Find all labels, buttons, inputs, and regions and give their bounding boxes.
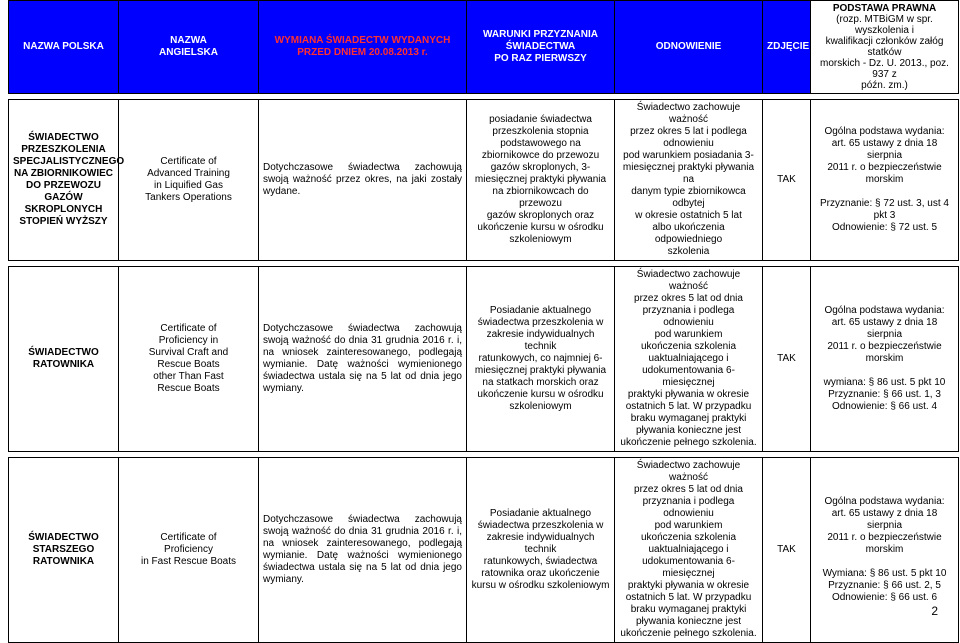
conditions-cell: Posiadanie aktualnego świadectwa przeszkolenia w zakresie indywidualnych technik ratunkowych, co najmniej 6- miesięcznej praktyki pływania na statkach morskich oraz ukończenie kursu w ośrodku szkoleniowym (467, 267, 615, 452)
legal-basis-cell: Ogólna podstawa wydania: art. 65 ustawy z dnia 18 sierpnia 2011 r. o bezpieczeństwie morskim Przyznanie: § 72 ust. 3, ust 4 pkt 3 Odnowienie: § 72 ust. 5 (811, 100, 959, 261)
renewal-cell: Świadectwo zachowuje ważność przez okres 5 lat i podlega odnowieniu pod warunkiem posiadania 3- miesięcznej praktyki pływania na danym typie zbiornikowca odbytej w okresie ostatnich 5 lat albo ukończenia odpowiedniego szkolenia (615, 100, 763, 261)
header-legal-title: PODSTAWA PRAWNA (832, 3, 937, 14)
header-conditions: WARUNKI PRZYZNANIA ŚWIADECTWA PO RAZ PIERWSZY (467, 1, 615, 94)
polish-name-cell: ŚWIADECTWO RATOWNIKA (9, 267, 119, 452)
header-photo: ZDJĘCIE (763, 1, 811, 94)
renewal-cell: Świadectwo zachowuje ważność przez okres 5 lat od dnia przyznania i podlega odnowieniu pod warunkiem ukończenia szkolenia uaktualniającego i udokumentowania 6-miesięcznej praktyki pływania w okresie ostatnich 5 lat. W przypadku braku wymaganej praktyki pływania konieczne jest ukończenie pełnego szkolenia. (615, 458, 763, 643)
table-row (9, 100, 959, 261)
header-legal-text: (rozp. MTBiGM w spr. wyszkolenia i kwalifikacji członków załóg statków morskich - Dz. U. 2013., poz. 937 z późn. zm.) (820, 14, 949, 91)
english-name-cell: Certificate of Proficiency in Fast Rescue Boats (119, 458, 259, 643)
polish-name-cell: ŚWIADECTWO PRZESZKOLENIA SPECJALISTYCZNEGO NA ZBIORNIKOWIEC DO PRZEWOZU GAZÓW SKROPLONYCH STOPIEŃ WYŻSZY (9, 100, 119, 261)
header-legal-basis (811, 1, 959, 94)
photo-cell: TAK (763, 267, 811, 452)
table-row (9, 267, 959, 452)
legal-basis-cell: Ogólna podstawa wydania: art. 65 ustawy z dnia 18 sierpnia 2011 r. o bezpieczeństwie morskim wymiana: § 86 ust. 5 pkt 10 Przyznanie: § 66 ust. 1, 3 Odnowienie: § 66 ust. 4 (811, 267, 959, 452)
exchange-cell: Dotychczasowe świadectwa zachowują swoją ważność przez okres, na jaki zostały wydane. (259, 100, 467, 261)
conditions-cell: posiadanie świadectwa przeszkolenia stopnia podstawowego na zbiornikowce do przewozu gazów skroplonych, 3- miesięcznej praktyki pływania na zbiornikowcach do przewozu gazów skroplonych oraz ukończenie kursu w ośrodku szkoleniowym (467, 100, 615, 261)
english-name-cell: Certificate of Proficiency in Survival Craft and Rescue Boats other Than Fast Rescue Boats (119, 267, 259, 452)
exchange-cell: Dotychczasowe świadectwa zachowują swoją ważność do dnia 31 grudnia 2016 r. i, na wniosek zainteresowanego, podlegają wymianie. Datę ważności wymienionego świadectwa ustala się na 5 lat od dnia jego wymiany. (259, 458, 467, 643)
english-name-cell: Certificate of Advanced Training in Liquified Gas Tankers Operations (119, 100, 259, 261)
photo-cell: TAK (763, 458, 811, 643)
header-english-name: NAZWA ANGIELSKA (119, 1, 259, 94)
header-renewal: ODNOWIENIE (615, 1, 763, 94)
header-polish-name: NAZWA POLSKA (9, 1, 119, 94)
table-row (9, 458, 959, 643)
certificates-table (8, 0, 959, 643)
exchange-cell: Dotychczasowe świadectwa zachowują swoją ważność do dnia 31 grudnia 2016 r. i, na wniosek zainteresowanego, podlegają wymianie. Datę ważności wymienionego świadectwa ustala się na 5 lat od dnia jego wymiany. (259, 267, 467, 452)
header-exchange: WYMIANA ŚWIADECTW WYDANYCH PRZED DNIEM 20.08.2013 r. (259, 1, 467, 94)
legal-basis-cell: Ogólna podstawa wydania: art. 65 ustawy z dnia 18 sierpnia 2011 r. o bezpieczeństwie morskim Wymiana: § 86 ust. 5 pkt 10 Przyznanie: § 66 ust. 2, 5 Odnowienie: § 66 ust. 6 (811, 458, 959, 643)
renewal-cell: Świadectwo zachowuje ważność przez okres 5 lat od dnia przyznania i podlega odnowieniu pod warunkiem ukończenia szkolenia uaktualniającego i udokumentowania 6-miesięcznej praktyki pływania w okresie ostatnich 5 lat. W przypadku braku wymaganej praktyki pływania konieczne jest ukończenie pełnego szkolenia. (615, 267, 763, 452)
page-number: 2 (931, 604, 938, 618)
table-header-row (9, 1, 959, 94)
conditions-cell: Posiadanie aktualnego świadectwa przeszkolenia w zakresie indywidualnych technik ratunkowych, świadectwa ratownika oraz ukończenie kursu w ośrodku szkoleniowym (467, 458, 615, 643)
polish-name-cell: ŚWIADECTWO STARSZEGO RATOWNIKA (9, 458, 119, 643)
photo-cell: TAK (763, 100, 811, 261)
